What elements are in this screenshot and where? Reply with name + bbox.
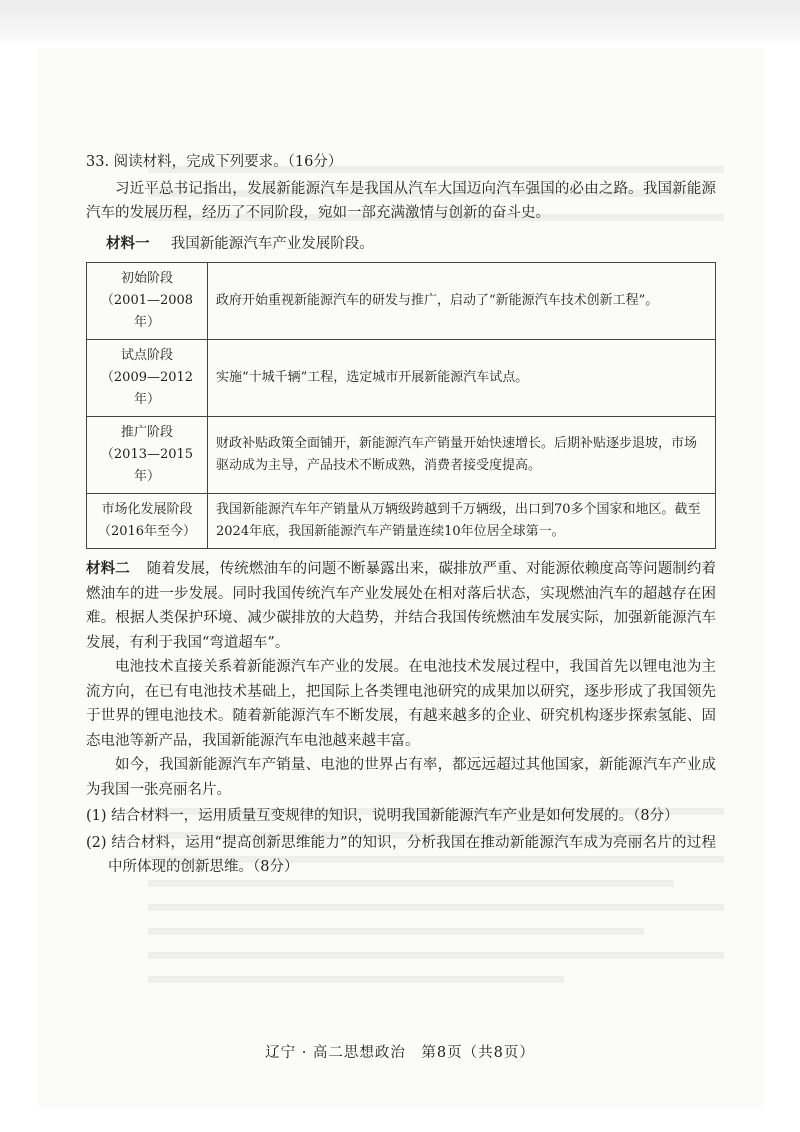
stage-name: 市场化发展阶段 xyxy=(101,502,193,517)
stage-description: 我国新能源汽车年产销量从万辆级跨越到千万辆级，出口到70多个国家和地区。截至2024年底，我国新能源汽车产销量连续10年位居全球第一。 xyxy=(208,494,716,549)
table-row xyxy=(87,340,716,417)
table-row xyxy=(87,263,716,340)
table-row xyxy=(87,494,716,549)
bleed-through xyxy=(148,904,724,911)
stage-years: （2016年至今） xyxy=(97,524,197,539)
stage-description: 财政补贴政策全面铺开，新能源汽车产销量开始快速增长。后期补贴逐步退坡，市场驱动成为主导，产品技术不断成熟，消费者接受度提高。 xyxy=(208,417,716,494)
stage-cell xyxy=(87,494,208,549)
stage-years: （2013—2015年） xyxy=(100,447,194,484)
bleed-through xyxy=(148,976,564,983)
stage-description: 实施“十城千辆”工程，选定城市开展新能源汽车试点。 xyxy=(208,340,716,417)
material2-text-1: 随着发展，传统燃油车的问题不断暴露出来，碳排放严重、对能源依赖度高等问题制约着燃油车的进一步发展。同时我国传统汽车产业发展处在相对落后状态，实现燃油汽车的超越存在困难。根据人类保护环境、减少碳排放的大趋势，并结合我国传统燃油车发展实际，加强新能源汽车发展，有利于我国“弯道超车”。 xyxy=(86,561,717,651)
page-footer: 辽宁 · 高二思想政治 第8页（共8页） xyxy=(265,1045,535,1061)
subquestion-2: (2) 结合材料，运用“提高创新思维能力”的知识，分析我国在推动新能源汽车成为亮丽名片的过程中所体现的创新思维。（8分） xyxy=(86,834,716,875)
material2-label: 材料二 xyxy=(86,560,130,577)
stage-name: 推广阶段 xyxy=(120,425,173,440)
material1-heading xyxy=(106,232,716,257)
question-title: 33. 阅读材料，完成下列要求。（16分） xyxy=(86,154,343,170)
material2-paragraph-1 xyxy=(86,557,716,655)
stage-years: （2009—2012年） xyxy=(100,370,194,407)
scan-top-shadow xyxy=(0,0,800,48)
bleed-through xyxy=(148,928,644,935)
bleed-through xyxy=(148,880,674,887)
development-stages-table xyxy=(86,262,716,549)
material1-title: 我国新能源汽车产业发展阶段。 xyxy=(170,235,374,252)
question-intro: 习近平总书记指出，发展新能源汽车是我国从汽车大国迈向汽车强国的必由之路。我国新能源汽车的发展历程，经历了不同阶段，宛如一部充满激情与创新的奋斗史。 xyxy=(86,180,716,221)
table-row xyxy=(87,417,716,494)
stage-description: 政府开始重视新能源汽车的研发与推广，启动了“新能源汽车技术创新工程”。 xyxy=(208,263,716,340)
bleed-through xyxy=(148,952,724,959)
stage-cell xyxy=(87,263,208,340)
stage-name: 初始阶段 xyxy=(120,271,173,286)
material1-label: 材料一 xyxy=(106,234,150,252)
material2-paragraph-2: 电池技术直接关系着新能源汽车产业的发展。在电池技术发展过程中，我国首先以锂电池为主流方向，在已有电池技术基础上，把国际上各类锂电池研究的成果加以研究，逐步形成了我国领先于世界的锂电池技术。随着新能源汽车不断发展，有越来越多的企业、研究机构逐步探索氢能、固态电池等新产品，我国新能源汽车电池越来越丰富。 xyxy=(86,659,716,749)
stage-name: 试点阶段 xyxy=(120,348,173,363)
material2-paragraph-3: 如今，我国新能源汽车产销量、电池的世界占有率，都远远超过其他国家，新能源汽车产业成为我国一张亮丽名片。 xyxy=(86,757,716,798)
stage-cell xyxy=(87,417,208,494)
stage-cell xyxy=(87,340,208,417)
subquestion-1: (1) 结合材料一，运用质量互变规律的知识，说明我国新能源汽车产业是如何发展的。（8分） xyxy=(86,808,679,824)
stage-years: （2001—2008年） xyxy=(100,293,194,330)
question-33 xyxy=(86,150,716,880)
